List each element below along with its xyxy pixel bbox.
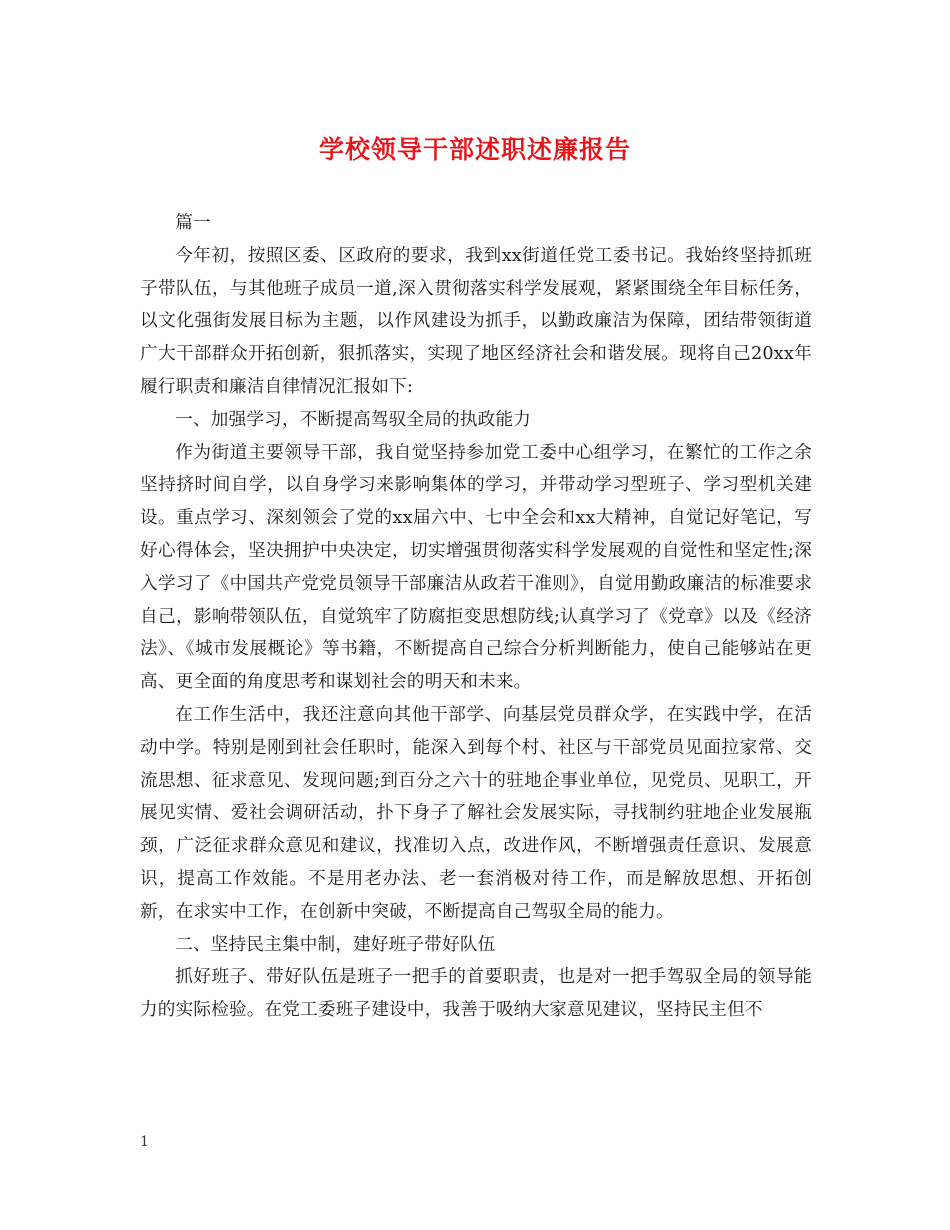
- document-title: 学校领导干部述职述廉报告: [318, 135, 631, 164]
- body-paragraph: 作为街道主要领导干部，我自觉坚持参加党工委中心组学习，在繁忙的工作之余坚持挤时间自学，以自身学习来影响集体的学习，并带动学习型班子、学习型机关建设。重点学习、深刻领会了党的xx届六中、七中全会和xx大精神，自觉记好笔记，写好心得体会，坚决拥护中央决定，切实增强贯彻落实科学发展观的自觉性和坚定性;深入学习了《中国共产党党员领导干部廉洁从政若干准则》，自觉用勤政廉洁的标准要求自己，影响带领队伍，自觉筑牢了防腐拒变思想防线;认真学习了《党章》以及《经济法》、《城市发展概论》等书籍，不断提高自己综合分析判断能力，使自己能够站在更高、更全面的角度思考和谋划社会的明天和未来。: [140, 442, 812, 693]
- section-label: 篇一: [175, 213, 211, 233]
- body-paragraph: 在工作生活中，我还注意向其他干部学、向基层党员群众学，在实践中学，在活动中学。特别是刚到社会任职时，能深入到每个村、社区与干部党员见面拉家常、交流思想、征求意见、发现问题;到百分之六十的驻地企事业单位，见党员、见职工，开展见实情、爱社会调研活动，扑下身子了解社会发展实际，寻找制约驻地企业发展瓶颈，广泛征求群众意见和建议，找准切入点，改进作风，不断增强责任意识、发展意识，提高工作效能。不是用老办法、老一套消极对待工作，而是解放思想、开拓创新，在求实中工作，在创新中突破，不断提高自己驾驭全局的能力。: [140, 704, 812, 922]
- document-body: [140, 207, 812, 1027]
- section-heading: 一、加强学习，不断提高驾驭全局的执政能力: [175, 409, 532, 430]
- body-paragraph: 今年初，按照区委、区政府的要求，我到xx街道任党工委书记。我始终坚持抓班子带队伍，与其他班子成员一道,深入贯彻落实科学发展观，紧紧围绕全年目标任务，以文化强街发展目标为主题，以作风建设为抓手，以勤政廉洁为保障，团结带领街道广大干部群众开拓创新，狠抓落实，实现了地区经济社会和谐发展。现将自己20xx年履行职责和廉洁自律情况汇报如下:: [140, 245, 812, 397]
- body-paragraph: 抓好班子、带好队伍是班子一把手的首要职责，也是对一把手驾驭全局的领导能力的实际检验。在党工委班子建设中，我善于吸纳大家意见建议，坚持民主但不: [140, 967, 812, 1021]
- section-heading: 二、坚持民主集中制，建好班子带好队伍: [175, 934, 496, 955]
- page-number: 1: [140, 1134, 149, 1150]
